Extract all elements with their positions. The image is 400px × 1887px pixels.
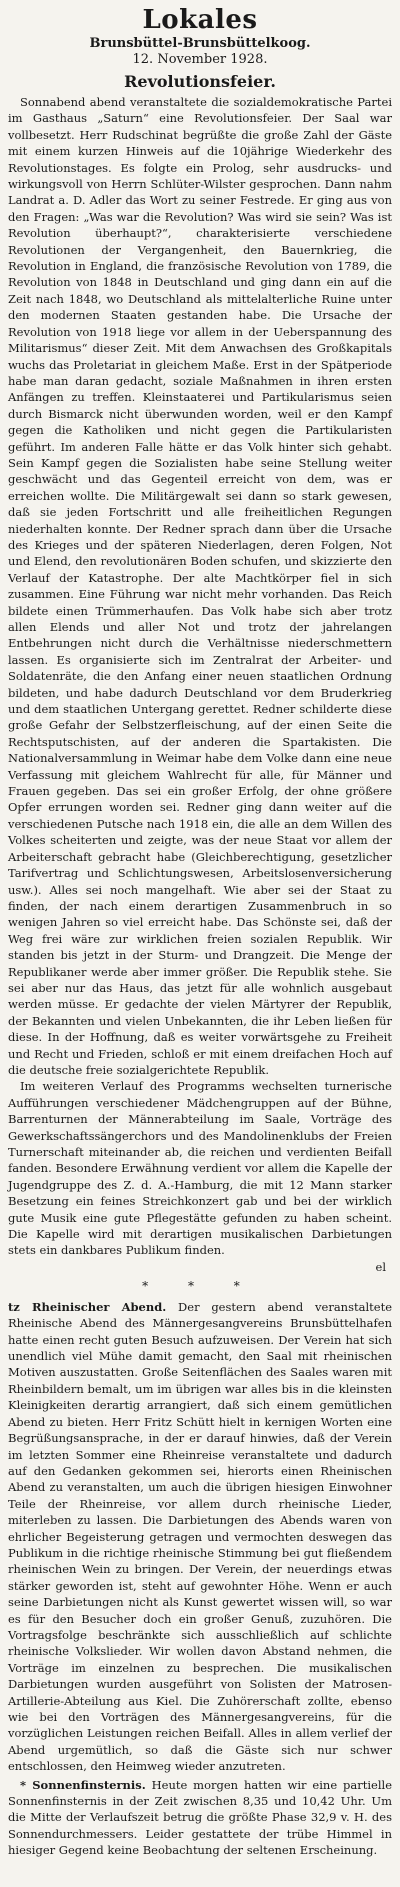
- article-body-paragraph: Sonnabend abend veranstaltete die sozialdemokratische Partei im Gasthaus „Saturn“ eine Revolutionsfeier. Der Saal war vollbesetzt. Herr Rudschinat begrüßte die große Zahl der Gäste mit einem kurzen Hinweis auf die 10jährige Wiederkehr des Revolutionstages. Es folgte ein Prolog, sehr ausdrucks- und wirkungsvoll von Herrn Schlüter-Wilster gesprochen. Dann nahm Landrat a. D. Adler das Wort zu seiner Festrede. Er ging aus von den Fragen: „Was war die Revolution? Was wird sie sein? Was ist Revolution überhaupt?“, charakterisierte verschiedene Revolutionen der Vergangenheit, den Bauernkrieg, die Revolution in England, die französische Revolution von 1789, die Revolution von 1848 in Deutschland und ging dann ein auf die Zeit nach 1848, wo Deutschland als mittelalterliche Ruine unter den modernen Staaten gestanden habe. Die Ursache der Revolution von 1918 liege vor allem in der Ueberspannung des Militarismus“ dieser Zeit. Mit dem Anwachsen des Großkapitals wuchs das Proletariat in gleichem Maße. Erst in der Spätperiode habe man daran gedacht, soziale Maßnahmen in ihren ersten Anfängen zu treffen. Kleinstaaterei und Partikularismus seien durch Bismarck nicht überwunden worden, weil er den Kampf gegen die Katholiken und nicht gegen die Partikularisten geführt. Im anderen Falle hätte er das Volk hinter sich gehabt. Sein Kampf gegen die Sozialisten habe seine Stellung weiter geschwächt und das Gegenteil erreicht von dem, was er erreichen wollte. Die Militärgewalt sei dann so stark gewesen, daß sie jeden Fortschritt und alle freiheitlichen Regungen niederhalten konnte. Der Redner sprach dann über die Ursache des Krieges und der späteren Niederlagen, deren Folgen, Not und Elend, den revolutionären Boden schufen, und skizzierte den Verlauf der Katastrophe. Der alte Machtkörper fiel in sich zusammen. Eine Führung war nicht mehr vorhanden. Das Reich bildete einen Trümmerhaufen. Das Volk habe sich aber trotz allen Elends und aller Not und trotz der jahrelangen Entbehrungen nicht durch die Verhältnisse niederschmettern lassen. Es organisierte sich im Zentralrat der Arbeiter- und Soldatenräte, die den Anfang einer neuen staatlichen Ordnung bildeten, und habe dadurch Deutschland vor dem Bruderkrieg und dem staatlichen Untergang gerettet. Redner schilderte diese große Gefahr der Selbstzerfleischung, auf der einen Seite die Rechtsputschisten, auf der anderen die Spartakisten. Die Nationalversammlung in Weimar habe dem Volke dann eine neue Verfassung mit gleichem Wahlrecht für alle, für Männer und Frauen gegeben. Das sei ein großer Erfolg, der ohne größere Opfer errungen worden sei. Redner ging dann weiter auf die verschiedenen Putsche nach 1918 ein, die alle an dem Willen des Volkes scheiterten und zeigte, was der neue Staat vor allem der Arbeiterschaft gebracht habe (Gleichberechtigung, gesetzlicher Tarifvertrag und Schlichtungswesen, Arbeitslosenversicherung usw.). Alles sei noch mangelhaft. Wie aber sei der Staat zu finden, der nach einem derartigen Zusammenbruch in so wenigen Jahren so viel erreicht habe. Das Schönste sei, daß der Weg frei wäre zur wirklichen freien sozialen Republik. Wir standen bis jetzt in der Sturm- und Drangzeit. Die Menge der Republikaner werde aber immer größer. Die Republik stehe. Sie sei aber nur das Haus, das jetzt für alle wohnlich ausgebaut werden müsse. Er gedachte der vielen Märtyrer der Republik, der Bekannten und vielen Unbekannten, die ihr Leben ließen für diese. In der Hoffnung, daß es weiter vorwärtsgehe zu Freiheit und Recht und Frieden, schloß er mit einem dreifachen Hoch auf die deutsche freie sozialgerichtete Republik.: [8, 95, 392, 1077]
- author-signoff: el: [375, 1259, 386, 1274]
- section-divider: * * *: [142, 1278, 258, 1293]
- news-item: [8, 1777, 392, 1859]
- news-item-text: Heute morgen hatten wir eine partielle Sonnenfinsternis in der Zeit zwischen 8,35 und 10,42 Uhr. Um die Mitte der Verlaufszeit betrug die größte Phase 32,9 v. H. des Sonnendurchmessers. Leider gestattete der trübe Himmel in hiesiger Gegend keine Beobachtung der seltenen Erscheinung.: [8, 1777, 392, 1858]
- news-item-body: [8, 1299, 392, 1775]
- dateline-place: Brunsbüttel-Brunsbüttelkoog.: [89, 36, 311, 51]
- news-item-heading: * Sonnenfinsternis.: [20, 1777, 146, 1792]
- news-item-text: Der gestern abend veranstaltete Rheinische Abend des Männergesangvereins Brunsbüttelhafen hatte einen recht guten Besuch aufzuweisen. Der Verein hat sich unendlich viel Mühe damit gemacht, den Saal mit rheinischen Motiven auszustatten. Große Seitenflächen des Saales waren mit Rheinbildern bemalt, um im übrigen war alles bis in die kleinsten Kleinigkeiten derartig arrangiert, daß sich einem gemütlichen Abend zu bieten. Herr Fritz Schütt hielt in kernigen Worten eine Begrüßungsansprache, in der er darauf hinwies, daß der Verein im letzten Sommer eine Rheinreise veranstaltete und dadurch auf den Gedanken gekommen sei, hierorts einen Rheinischen Abend zu veranstalten, um auch die übrigen hiesigen Einwohner Teile der Rheinreise, vor allem durch rheinische Lieder, miterleben zu lassen. Die Darbietungen des Abends waren von ehrlicher Begeisterung getragen und vermochten deswegen das Publikum in die richtige rheinische Stimmung bei gut fließendem rheinischen Wein zu bringen. Der Verein, der neuerdings etwas stärker geworden ist, steht auf gewohnter Höhe. Wenn er auch seine Darbietungen nicht als Kunst gewertet wissen will, so war es für den Besucher doch ein großer Genuß, zuzuhören. Die Vortragsfolge beschränkte sich ausschließlich auf schlichte rheinische Volkslieder. Wir wollen davon Abstand nehmen, die Vorträge im einzelnen zu besprechen. Die musikalischen Darbietungen wurden ausgeführt von Solisten der Matrosen-Artillerie-Abteilung aus Kiel. Die Zuhörerschaft zollte, ebenso wie bei den Vorträgen des Männergesangvereins, für die vorzüglichen Leistungen reichen Beifall. Alles in allem verlief der Abend urgemütlich, so daß die Gäste sich nur schwer entschlossen, den Heimweg wieder anzutreten.: [8, 1299, 392, 1774]
- article-title: Revolutionsfeier.: [124, 72, 276, 91]
- news-item: [8, 1299, 392, 1775]
- section-masthead: Lokales: [142, 5, 258, 35]
- news-item-heading: tz Rheinischer Abend.: [8, 1299, 167, 1314]
- article-body-paragraph: Im weiteren Verlauf des Programms wechselten turnerische Aufführungen verschiedener Mädchengruppen auf der Bühne, Barrenturnen der Männerabteilung im Saale, Vorträge des Gewerkschaftssängerchors und des Mandolinenklubs der Freien Turnerschaft miteinander ab, die reichen und verdienten Beifall fanden. Besondere Erwähnung verdient vor allem die Kapelle der Jugendgruppe des Z. d. A.-Hamburg, die mit 12 Mann starker Besetzung ein feines Streichkonzert gab und bei der wirklich gute Musik eine gute Pflegestätte gefunden zu haben scheint. Die Kapelle wird mit derartigen musikalischen Darbietungen stets ein dankbares Publikum finden.: [8, 1079, 392, 1258]
- news-item-body: [8, 1777, 392, 1859]
- dateline-date: 12. November 1928.: [132, 52, 268, 67]
